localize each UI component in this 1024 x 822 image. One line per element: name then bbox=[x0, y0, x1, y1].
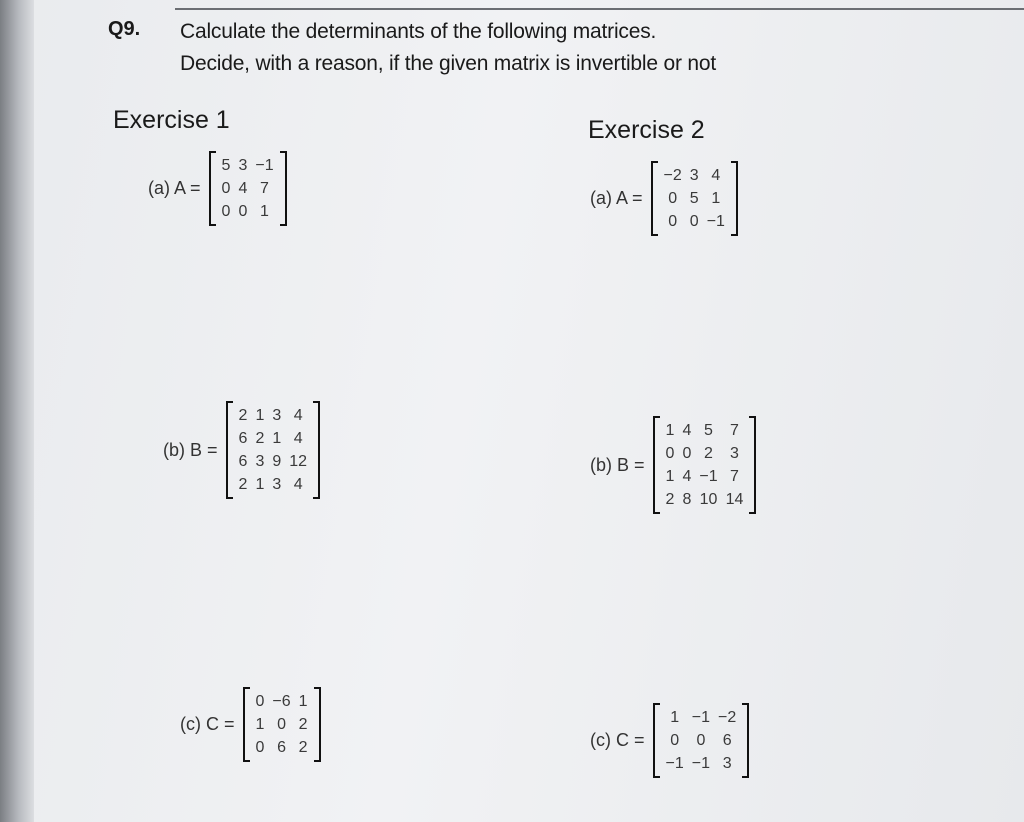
matrix-entry: 0 bbox=[670, 732, 680, 749]
matrix-entry: 0 bbox=[689, 213, 699, 230]
matrix-entry: 2 bbox=[255, 430, 265, 447]
matrix-entry: 1 bbox=[711, 190, 721, 207]
matrix-entry: 1 bbox=[260, 203, 269, 220]
matrix-entry: 4 bbox=[682, 422, 692, 439]
matrix-row bbox=[662, 752, 741, 775]
matrix-row bbox=[235, 427, 312, 450]
matrix-entry: 4 bbox=[682, 468, 692, 485]
matrix-entry: −1 bbox=[706, 213, 725, 230]
matrix-entry: −1 bbox=[691, 755, 711, 772]
matrix-entry: 5 bbox=[221, 157, 231, 174]
problem-label: (b) B = bbox=[590, 454, 645, 475]
matrix bbox=[653, 706, 750, 775]
question-line-2: Decide, with a reason, if the given matrix is invertible or not bbox=[180, 52, 716, 75]
matrix-entry: 2 bbox=[298, 716, 308, 733]
matrix-entry: 9 bbox=[272, 453, 282, 470]
matrix-entry: 4 bbox=[293, 430, 303, 447]
matrix-entry: 0 bbox=[255, 693, 265, 710]
matrix-entry: −1 bbox=[699, 468, 718, 485]
problem-label: (c) C = bbox=[590, 730, 645, 750]
matrix-row bbox=[235, 450, 312, 473]
matrix bbox=[243, 690, 321, 759]
matrix-entry: 14 bbox=[725, 491, 744, 508]
matrix-entry: 4 bbox=[238, 180, 248, 197]
matrix-row bbox=[218, 177, 278, 200]
matrix-entry: 4 bbox=[293, 476, 303, 493]
matrix-entry: 6 bbox=[238, 453, 248, 470]
matrix-row bbox=[662, 419, 748, 442]
matrix-entry: 3 bbox=[272, 476, 282, 493]
monitor-edge bbox=[0, 0, 34, 822]
matrix-entry: 4 bbox=[711, 167, 721, 184]
matrix-row bbox=[660, 164, 729, 187]
matrix-row bbox=[660, 210, 729, 233]
exercise-1-title: Exercise 1 bbox=[113, 106, 230, 134]
ex1-problem-b bbox=[163, 404, 320, 496]
matrix-entry: 0 bbox=[668, 190, 678, 207]
matrix-entry: 5 bbox=[704, 422, 713, 439]
matrix-entry: 2 bbox=[665, 491, 675, 508]
matrix-entry: 6 bbox=[722, 732, 732, 749]
matrix-entry: 5 bbox=[689, 190, 699, 207]
ex2-problem-a bbox=[590, 164, 738, 233]
matrix-entry: 1 bbox=[665, 468, 675, 485]
matrix-entry: −2 bbox=[718, 709, 737, 726]
matrix-entry: 12 bbox=[289, 453, 308, 470]
ex1-problem-c bbox=[180, 690, 321, 759]
top-rule bbox=[175, 8, 1024, 10]
problem-label: (a) A = bbox=[590, 188, 643, 208]
matrix-entry: 3 bbox=[722, 755, 732, 772]
matrix-entry: 8 bbox=[682, 491, 692, 508]
matrix-entry: 3 bbox=[730, 445, 739, 462]
matrix-row bbox=[235, 473, 312, 496]
matrix-row bbox=[662, 488, 748, 511]
problem-label: (b) B = bbox=[163, 439, 218, 460]
matrix-row bbox=[218, 200, 278, 223]
matrix-entry: −2 bbox=[663, 167, 682, 184]
matrix-row bbox=[662, 706, 741, 729]
matrix-entry: 7 bbox=[260, 180, 269, 197]
matrix-entry: 10 bbox=[699, 491, 718, 508]
matrix bbox=[226, 404, 321, 496]
matrix-entry: 0 bbox=[221, 203, 231, 220]
matrix-entry: 0 bbox=[255, 739, 265, 756]
matrix-row bbox=[235, 404, 312, 427]
matrix-entry: 0 bbox=[682, 445, 692, 462]
matrix-entry: 6 bbox=[238, 430, 248, 447]
exercise-2-title: Exercise 2 bbox=[588, 116, 705, 144]
matrix-entry: 2 bbox=[238, 476, 248, 493]
matrix-entry: 6 bbox=[277, 739, 286, 756]
matrix bbox=[651, 164, 738, 233]
matrix-row bbox=[252, 736, 312, 759]
question-line-1: Calculate the determinants of the following matrices. bbox=[180, 20, 657, 43]
matrix-entry: 1 bbox=[298, 693, 308, 710]
matrix bbox=[653, 419, 757, 511]
matrix-entry: −1 bbox=[691, 709, 711, 726]
matrix-row bbox=[662, 729, 741, 752]
matrix-row bbox=[660, 187, 729, 210]
ex1-problem-a bbox=[148, 154, 287, 223]
matrix-entry: 3 bbox=[689, 167, 699, 184]
matrix-entry: 0 bbox=[696, 732, 706, 749]
matrix-entry: 2 bbox=[704, 445, 713, 462]
matrix-entry: 4 bbox=[293, 407, 303, 424]
matrix-entry: 7 bbox=[730, 468, 739, 485]
matrix-entry: 1 bbox=[255, 476, 265, 493]
matrix-row bbox=[662, 465, 748, 488]
problem-label: (c) C = bbox=[180, 714, 235, 734]
ex2-problem-b bbox=[590, 419, 756, 511]
matrix-entry: 1 bbox=[272, 430, 282, 447]
matrix-row bbox=[252, 690, 312, 713]
matrix-row bbox=[252, 713, 312, 736]
matrix-entry: 7 bbox=[730, 422, 739, 439]
matrix-entry: 1 bbox=[255, 407, 265, 424]
matrix-row bbox=[662, 442, 748, 465]
matrix-entry: 0 bbox=[665, 445, 675, 462]
ex2-problem-c bbox=[590, 706, 749, 775]
matrix-entry: 1 bbox=[255, 716, 265, 733]
matrix-entry: 1 bbox=[665, 422, 675, 439]
matrix-entry: −1 bbox=[665, 755, 684, 772]
matrix-entry: −6 bbox=[272, 693, 291, 710]
matrix-entry: 2 bbox=[238, 407, 248, 424]
question-label: Q9. bbox=[108, 18, 141, 40]
matrix-entry: 0 bbox=[277, 716, 286, 733]
matrix-entry: 3 bbox=[255, 453, 265, 470]
problem-label: (a) A = bbox=[148, 178, 201, 198]
matrix bbox=[209, 154, 287, 223]
matrix-entry: −1 bbox=[255, 157, 274, 174]
matrix-row bbox=[218, 154, 278, 177]
matrix-entry: 2 bbox=[298, 739, 308, 756]
matrix-entry: 0 bbox=[221, 180, 231, 197]
matrix-entry: 3 bbox=[272, 407, 282, 424]
matrix-entry: 3 bbox=[238, 157, 248, 174]
matrix-entry: 0 bbox=[238, 203, 248, 220]
matrix-entry: 1 bbox=[670, 709, 680, 726]
matrix-entry: 0 bbox=[668, 213, 678, 230]
